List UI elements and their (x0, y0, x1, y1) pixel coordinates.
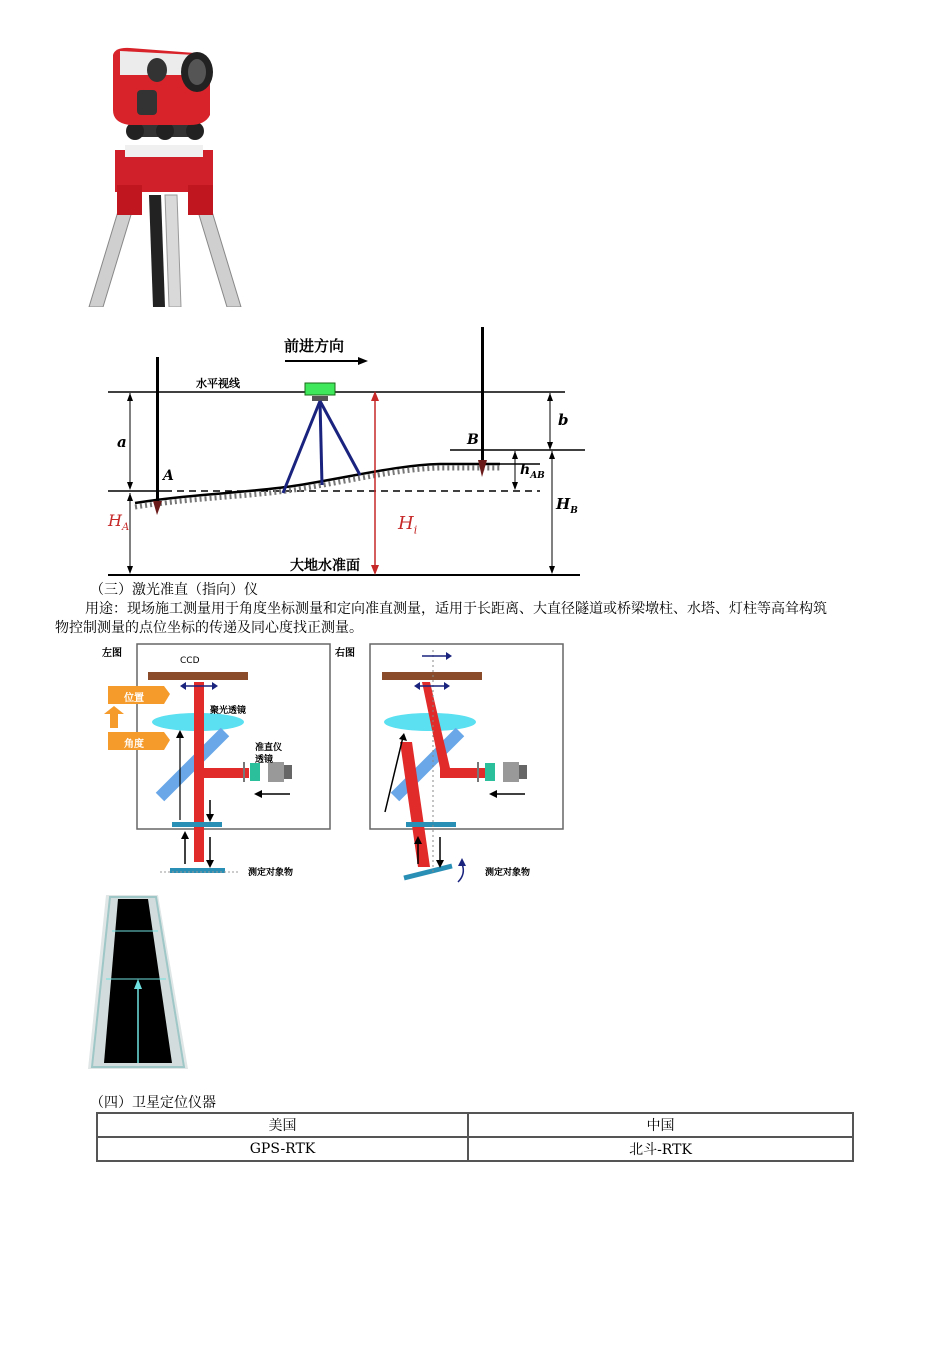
table-cell: GPS-RTK (97, 1137, 468, 1161)
leveling-diagram-svg (100, 325, 590, 580)
direction-label: 前进方向 (284, 337, 345, 355)
label-hb: $H_B$ (556, 495, 578, 516)
collimator-lens-label-1: 准直仪 (255, 743, 283, 753)
table-header-cell: 美国 (97, 1113, 468, 1137)
usage-line-1: 用途：现场施工测量用于角度坐标测量和定向准直测量，适用于长距离、大直径隧道或桥梁墩柱、水塔、灯柱等高耸构筑 (85, 601, 827, 617)
table-cell: 北斗-RTK (468, 1137, 853, 1161)
laser-collimator-diagram (100, 642, 570, 890)
label-ha: $H_A$ (108, 511, 130, 534)
level-instrument-image (85, 45, 245, 307)
label-a: a (117, 433, 127, 451)
ccd-label: CCD (180, 656, 200, 666)
tunnel-laser-image (88, 893, 188, 1069)
section3-usage (55, 600, 915, 638)
right-panel-title: 右图 (335, 648, 355, 659)
satellite-table (96, 1112, 854, 1162)
target-right-label: 测定对象物 (485, 868, 531, 878)
section4-heading: （四）卫星定位仪器 (90, 1095, 216, 1111)
target-left-label: 测定对象物 (248, 868, 294, 878)
left-panel-title: 左图 (102, 648, 122, 659)
collimator-lens-label-2: 透镜 (255, 755, 274, 765)
sight-line-label: 水平视线 (196, 377, 240, 390)
point-b-label: B (467, 432, 479, 448)
label-b: b (558, 411, 569, 429)
angle-tag: 角度 (124, 739, 144, 750)
focus-lens-label: 聚光透镜 (210, 706, 247, 716)
laser-collimator-svg (100, 642, 570, 890)
table-header-cell: 中国 (468, 1113, 853, 1137)
datum-label: 大地水准面 (290, 558, 360, 574)
usage-line-2: 物控制测量的点位坐标的传递及同心度找正测量。 (55, 620, 363, 636)
leveling-diagram (100, 325, 590, 580)
position-tag: 位置 (124, 693, 144, 704)
point-a-label: A (163, 468, 174, 484)
label-hab: $h_{AB}$ (520, 462, 545, 481)
table-row (97, 1137, 853, 1161)
table-header-row (97, 1113, 853, 1137)
section3-heading: （三）激光准直（指向）仪 (90, 582, 258, 598)
label-hi: $H_i$ (398, 513, 418, 537)
